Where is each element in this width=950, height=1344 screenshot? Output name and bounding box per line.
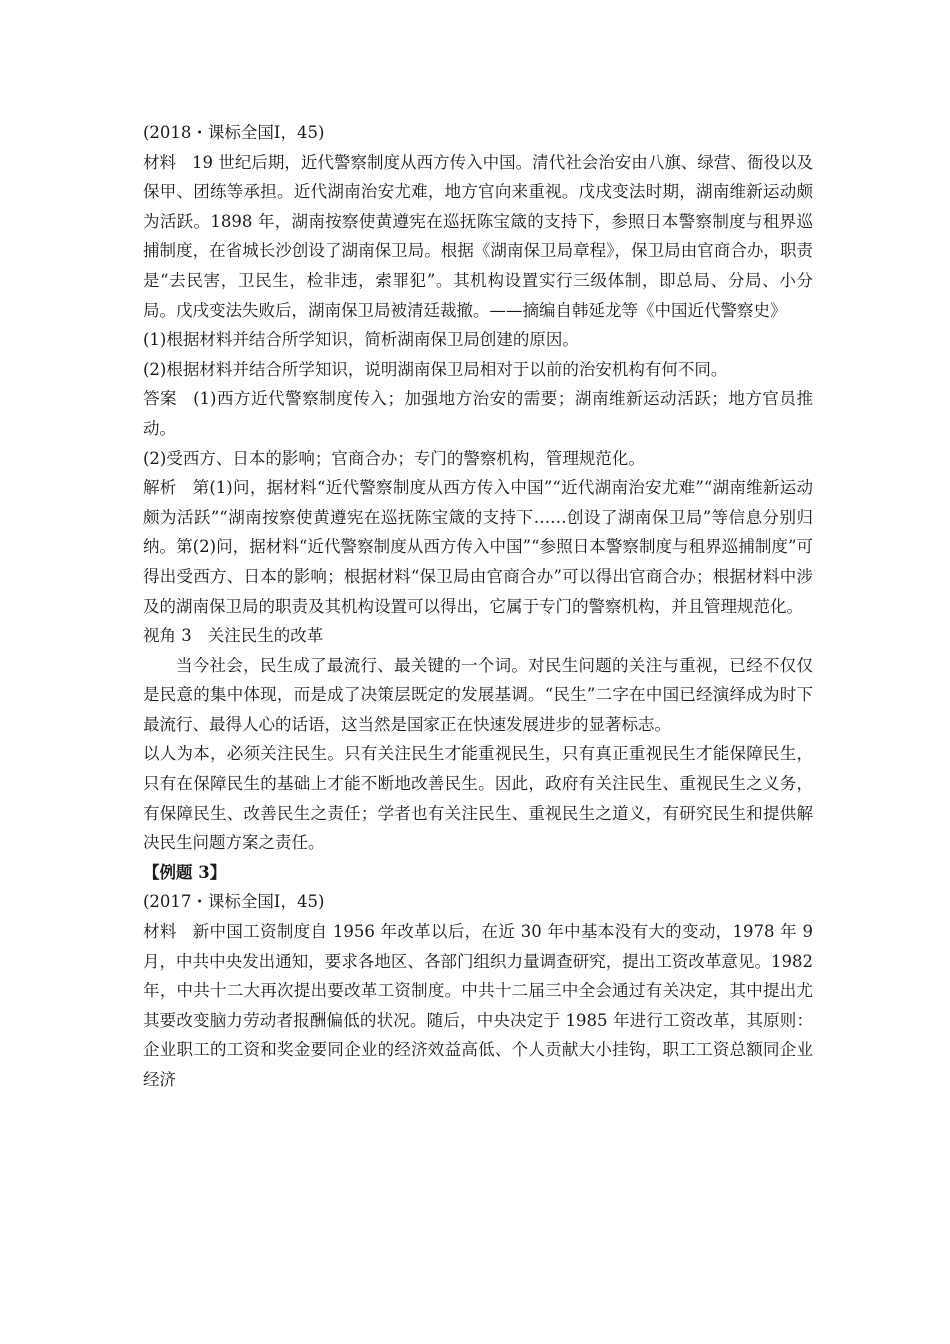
answer-paragraph (143, 384, 813, 443)
analysis-label: 解析 (143, 478, 177, 498)
sub-question-1: (1)根据材料并结合所学知识，简析湖南保卫局创建的原因。 (143, 330, 579, 350)
section-heading (143, 621, 813, 651)
section-title: 关注民生的改革 (207, 626, 324, 646)
example-material-label: 材料 (143, 922, 177, 942)
section-paragraph-2: 以人为本，必须关注民生。只有关注民生才能重视民生，只有真正重视民生才能保障民生，只有在保障民生的基础上才能不断地改善民生。因此，政府有关注民生、重视民生之义务，有保障民生、改善民生之责任；学者也有关注民生、重视民生之道义，有研究民生和提供解决民生问题方案之责任。 (143, 744, 813, 853)
example-heading: 【例题 3】 (143, 862, 227, 882)
analysis-paragraph (143, 473, 813, 621)
sub-question-2: (2)根据材料并结合所学知识，说明湖南保卫局相对于以前的治安机构有何不同。 (143, 359, 728, 379)
answer-label: 答案 (143, 389, 178, 409)
example-source: (2017・课标全国Ⅰ，45) (143, 892, 325, 912)
section-label: 视角 3 (143, 626, 192, 646)
question-source: (2018・课标全国Ⅰ，45) (143, 123, 325, 142)
example-material-text: 新中国工资制度自 1956 年改革以后，在近 30 年中基本没有大的变动，1978 年 9 月，中共中央发出通知，要求各地区、各部门组织力量调查研究，提出工资改革意见。1982 年，中共十二大再次提出要改革工资制度。中共十二届三中全会通过有关决定，其中提出尤其要改变脑力劳动者报酬偏低的状况。随后，中央决定于 1985 年进行工资改革，其原则：企业职工的工资和奖金要同企业的经济效益高低、个人贡献大小挂钩，职工工资总额同企业经济 (143, 922, 813, 1089)
analysis-text: 第(1)问，据材料“近代警察制度从西方传入中国”“近代湖南治安尤难”“湖南维新运动颇为活跃”“湖南按察使黄遵宪在巡抚陈宝箴的支持下……创设了湖南保卫局”等信息分别归纳。第(2)问，据材料“近代警察制度从西方传入中国”“参照日本警察制度与租界巡捕制度”可得出受西方、日本的影响；根据材料“保卫局由官商合办”可以得出官商合办；根据材料中涉及的湖南保卫局的职责及其机构设置可以得出，它属于专门的警察机构，并且管理规范化。 (143, 478, 813, 616)
answer-text-1: (1)西方近代警察制度传入；加强地方治安的需要；湖南维新运动活跃；地方官员推动。 (143, 389, 814, 438)
example-material-paragraph (143, 917, 813, 1095)
material-text: 19 世纪后期，近代警察制度从西方传入中国。清代社会治安由八旗、绿营、衙役以及保甲、团练等承担。近代湖南治安尤难，地方官向来重视。戊戌变法时期，湖南维新运动颇为活跃。1898 年，湖南按察使黄遵宪在巡抚陈宝箴的支持下，参照日本警察制度与租界巡捕制度，在省城长沙创设了湖南保卫局。根据《湖南保卫局章程》，保卫局由官商合办，职责是“去民害，卫民生，检非违，索罪犯”。其机构设置实行三级体制，即总局、分局、小分局。戊戌变法失败后，湖南保卫局被清廷裁撤。——摘编自韩延龙等《中国近代警察史》 (143, 152, 813, 320)
material-label: 材料 (143, 152, 177, 172)
answer-text-2: (2)受西方、日本的影响；官商合办；专门的警察机构，管理规范化。 (143, 448, 645, 468)
document-page (143, 118, 813, 1095)
section-paragraph-1: 当今社会，民生成了最流行、最关键的一个词。对民生问题的关注与重视，已经不仅仅是民意的集中体现，而是成了决策层既定的发展基调。“民生”二字在中国已经演绎成为时下最流行、最得人心的话语，这当然是国家正在快速发展进步的显著标志。 (143, 655, 813, 734)
material-paragraph (143, 148, 813, 326)
